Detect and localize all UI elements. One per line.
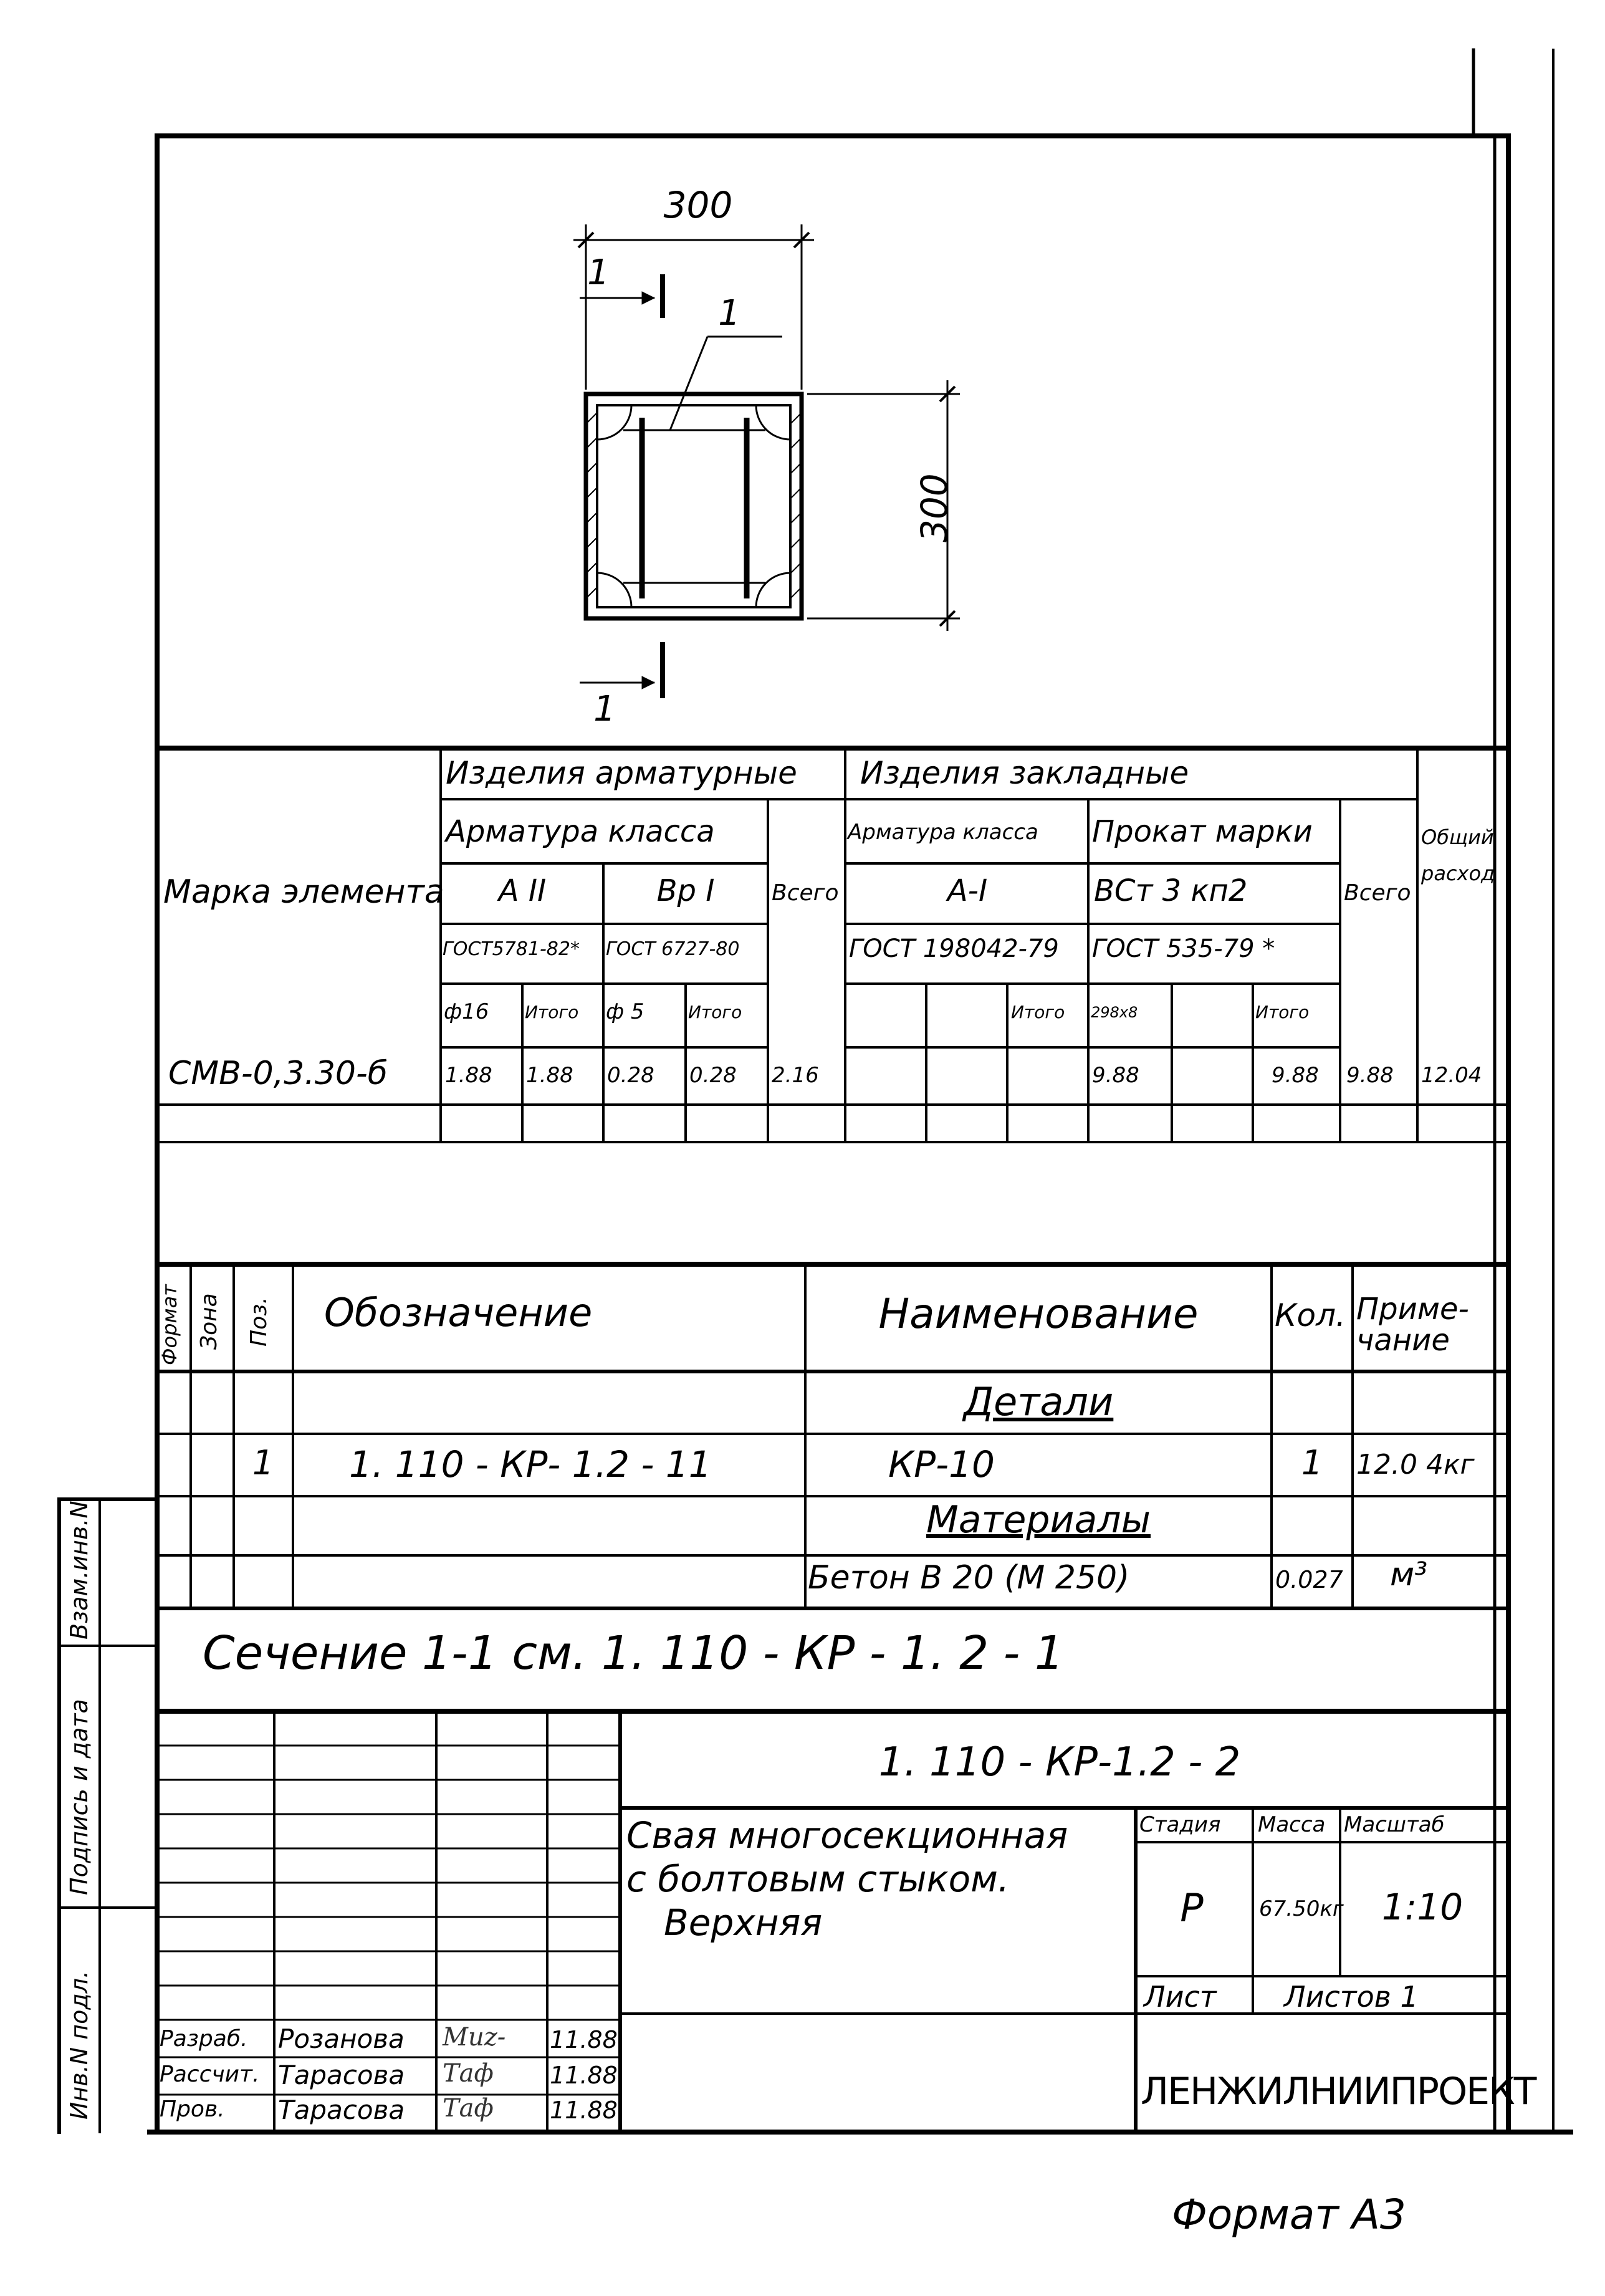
sig-signature-2: Таф	[443, 2059, 494, 2088]
leader-label: 1	[718, 293, 740, 334]
hdr-gost-4: ГОСТ 535-79 *	[1092, 934, 1275, 963]
hdr-izdeliya-zakladnye: Изделия закладные	[860, 755, 1189, 791]
hdr-class-aii: А II	[498, 873, 547, 908]
listov-label: Листов 1	[1284, 1980, 1419, 2014]
hdr-class-bpi: Bp I	[656, 873, 715, 908]
spec-hdr-oboznachenie: Обозначение	[324, 1290, 593, 1335]
section-mark-bottom: 1	[593, 689, 616, 729]
sig-name-2: Тарасова	[278, 2060, 405, 2090]
spec-row2-kol: 0.027	[1275, 1566, 1343, 1593]
spec-hdr-format: Формат	[158, 1284, 181, 1365]
sig-role-2: Рассчит.	[160, 2062, 260, 2087]
sig-name-3: Тарасова	[278, 2095, 405, 2125]
spec-hdr-kol: Кол.	[1275, 1297, 1346, 1333]
organization: ЛЕНЖИЛНИИПРОЕКТ	[1141, 2070, 1536, 2113]
spec-row1-naimenovanie: КР-10	[888, 1443, 995, 1486]
hdr-obshchiy-raskhod-text: Общий расход	[1421, 825, 1495, 885]
masshtab-value: 1:10	[1381, 1886, 1464, 1928]
row-itogo-2: 0.28	[689, 1063, 737, 1088]
hdr-armatura-klassa: Арматура класса	[446, 814, 715, 849]
section-note: Сечение 1-1 см. 1. 110 - КР - 1. 2 - 1	[203, 1626, 1064, 1680]
sig-signature-3: Таф	[443, 2094, 494, 2123]
spec-row1-oboznachenie: 1. 110 - КР- 1.2 - 11	[349, 1443, 712, 1486]
stadiya-value: Р	[1180, 1885, 1204, 1931]
hdr-vsego-2: Всего	[1344, 880, 1411, 906]
sig-date-2: 11.88	[550, 2062, 618, 2089]
row-vsego-1: 2.16	[772, 1063, 819, 1088]
stamp-inv-podl: Инв.N подл.	[65, 1971, 93, 2120]
spec-hdr-primechanie: Приме- чание	[1356, 1292, 1469, 1358]
stamp-vzam-inv: Взам.инв.N	[65, 1501, 93, 1640]
row-f5: 0.28	[607, 1063, 654, 1088]
spec-row2-naimenovanie: Бетон В 20 (М 250)	[808, 1559, 1130, 1597]
spec-section-details: Детали	[963, 1379, 1114, 1424]
row-itogo-1: 1.88	[526, 1063, 573, 1088]
pile-cross-section	[573, 224, 960, 698]
doc-code: 1. 110 - КР-1.2 - 2	[878, 1739, 1241, 1785]
hdr-sub-f16: ф16	[444, 999, 489, 1024]
spec-section-materials: Материалы	[926, 1498, 1151, 1542]
dim-height-label: 300	[913, 473, 956, 542]
hdr-gost-2: ГОСТ 6727-80	[606, 938, 740, 960]
spec-hdr-naimenovanie: Наименование	[878, 1290, 1199, 1338]
hdr-marka-elementa: Марка элемента	[163, 873, 444, 911]
hdr-sub-itogo-4: Итого	[1255, 1002, 1310, 1022]
hdr-sub-itogo-3: Итого	[1011, 1002, 1065, 1022]
stadiya-label: Стадия	[1139, 1812, 1221, 1837]
sig-date-3: 11.88	[550, 2097, 618, 2124]
spec-row1-kol: 1	[1301, 1443, 1323, 1482]
spec-row1-poz: 1	[252, 1443, 274, 1482]
spec-hdr-zona: Зона	[196, 1293, 222, 1350]
stamp-podpis-data: Подпись и дата	[65, 1699, 93, 1895]
title-line-1: Свая многосекционная	[626, 1814, 1068, 1856]
hdr-class-vst: ВСт 3 кп2	[1094, 873, 1248, 908]
spec-row1-primechanie: 12.0 4кг	[1356, 1449, 1475, 1481]
hdr-gost-3: ГОСТ 198042-79	[849, 934, 1059, 963]
hdr-sub-itogo-1: Итого	[525, 1002, 579, 1022]
hdr-sub-itogo-2: Итого	[688, 1002, 742, 1022]
hdr-prokat-marki: Прокат марки	[1092, 814, 1313, 849]
hdr-vsego-1: Всего	[772, 880, 839, 906]
row-vsego-2: 9.88	[1346, 1063, 1394, 1088]
format-label: Формат А3	[1172, 2191, 1406, 2239]
massa-label: Масса	[1258, 1812, 1326, 1837]
hdr-class-ai: А-I	[947, 873, 988, 908]
spec-row2-primechanie: м³	[1390, 1556, 1428, 1593]
row-itogo-4: 9.88	[1272, 1063, 1319, 1088]
sig-name-1: Розанова	[278, 2024, 405, 2054]
massa-value: 67.50кг	[1259, 1896, 1344, 1921]
sig-role-1: Разраб.	[160, 2026, 248, 2052]
dim-width-label: 300	[663, 184, 733, 226]
hdr-gost-1: ГОСТ5781-82*	[443, 938, 580, 960]
row-marka: СМВ-0,3.30-б	[168, 1055, 388, 1092]
title-line-2: с болтовым стыком.	[626, 1858, 1010, 1900]
sig-date-1: 11.88	[550, 2026, 618, 2053]
row-prokat: 9.88	[1092, 1063, 1139, 1088]
row-obshchiy: 12.04	[1421, 1063, 1482, 1088]
hdr-obshchiy-raskhod	[1421, 820, 1502, 891]
hdr-izdeliya-armaturnye: Изделия арматурные	[446, 755, 797, 791]
hdr-sub-f5: ф 5	[606, 999, 644, 1024]
sig-role-3: Пров.	[160, 2097, 225, 2122]
masshtab-label: Масштаб	[1344, 1812, 1445, 1837]
title-line-3: Верхняя	[664, 1901, 823, 1944]
hdr-sub-298: 298х8	[1091, 1004, 1138, 1021]
hdr-armatura-klassa-2: Арматура класса	[848, 820, 1038, 845]
row-f16: 1.88	[445, 1063, 492, 1088]
list-label: Лист	[1144, 1980, 1217, 2014]
section-mark-top: 1	[587, 252, 610, 293]
sig-signature-1: Миz-	[443, 2023, 506, 2052]
spec-hdr-poz: Поз.	[246, 1297, 272, 1347]
